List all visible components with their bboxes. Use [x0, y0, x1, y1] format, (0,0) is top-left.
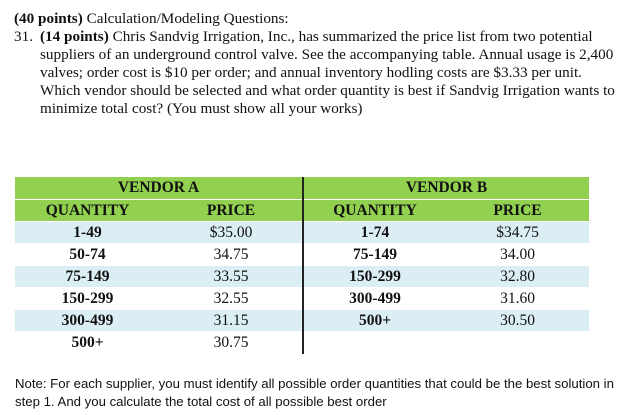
vendor-b-price: 34.00	[446, 244, 589, 266]
table-row	[15, 310, 589, 332]
section-points: (40 points)	[14, 10, 83, 27]
question-body	[40, 28, 619, 118]
vendor-a-price: 30.75	[160, 332, 303, 354]
vendor-a-quantity: 1-49	[15, 222, 160, 244]
note-text: Note: For each supplier, you must identify all possible order quantities that could be the best solution in step 1. And you calculate the total cost of all possible best order	[15, 376, 614, 409]
vendor-a-price-header: PRICE	[160, 200, 303, 222]
vendor-b-price	[446, 332, 589, 354]
table-row	[15, 244, 589, 266]
vendor-a-price: 31.15	[160, 310, 303, 332]
table-row	[15, 332, 589, 354]
vendor-a-price: $35.00	[160, 222, 303, 244]
question-text: Chris Sandvig Irrigation, Inc., has summarized the price list from two potential suppliers of an underground control valve. See the accompanying table. Annual usage is 2,400 valves; order cost is $10 per order; and annual inventory hodling costs are $3.33 per unit. Which vendor should be selected and what order quantity is best if Sandvig Irrigation wants to minimize total cost? (You must show all your works)	[40, 28, 615, 117]
vendor-a-header: VENDOR A	[15, 177, 303, 200]
table-row	[15, 266, 589, 288]
vendor-a-price: 34.75	[160, 244, 303, 266]
vendor-b-quantity: 1-74	[303, 222, 446, 244]
vendor-a-price: 33.55	[160, 266, 303, 288]
vendor-b-header: VENDOR B	[303, 177, 589, 200]
vendor-a-price: 32.55	[160, 288, 303, 310]
vendor-b-price-header: PRICE	[446, 200, 589, 222]
vendor-a-quantity: 50-74	[15, 244, 160, 266]
question-number: 31.	[14, 28, 33, 45]
vendor-b-quantity: 300-499	[303, 288, 446, 310]
section-title	[14, 10, 619, 28]
vendor-b-price: 32.80	[446, 266, 589, 288]
question-points: (14 points)	[40, 28, 109, 45]
vendor-a-quantity: 150-299	[15, 288, 160, 310]
vendor-b-price: 31.60	[446, 288, 589, 310]
section-label: Calculation/Modeling Questions:	[82, 10, 289, 27]
table-row	[15, 288, 589, 310]
vendor-b-quantity	[303, 332, 446, 354]
vendor-a-quantity: 300-499	[15, 310, 160, 332]
vendor-a-quantity: 75-149	[15, 266, 160, 288]
price-table	[15, 177, 589, 354]
vendor-a-quantity-header: QUANTITY	[15, 200, 160, 222]
table-row	[15, 222, 589, 244]
vendor-b-quantity-header: QUANTITY	[303, 200, 446, 222]
vendor-b-quantity: 150-299	[303, 266, 446, 288]
vendor-b-quantity: 500+	[303, 310, 446, 332]
vendor-b-quantity: 75-149	[303, 244, 446, 266]
question-header	[14, 10, 619, 118]
vendor-a-quantity: 500+	[15, 332, 160, 354]
vendor-b-price: 30.50	[446, 310, 589, 332]
vendor-b-price: $34.75	[446, 222, 589, 244]
question-31	[14, 28, 619, 118]
